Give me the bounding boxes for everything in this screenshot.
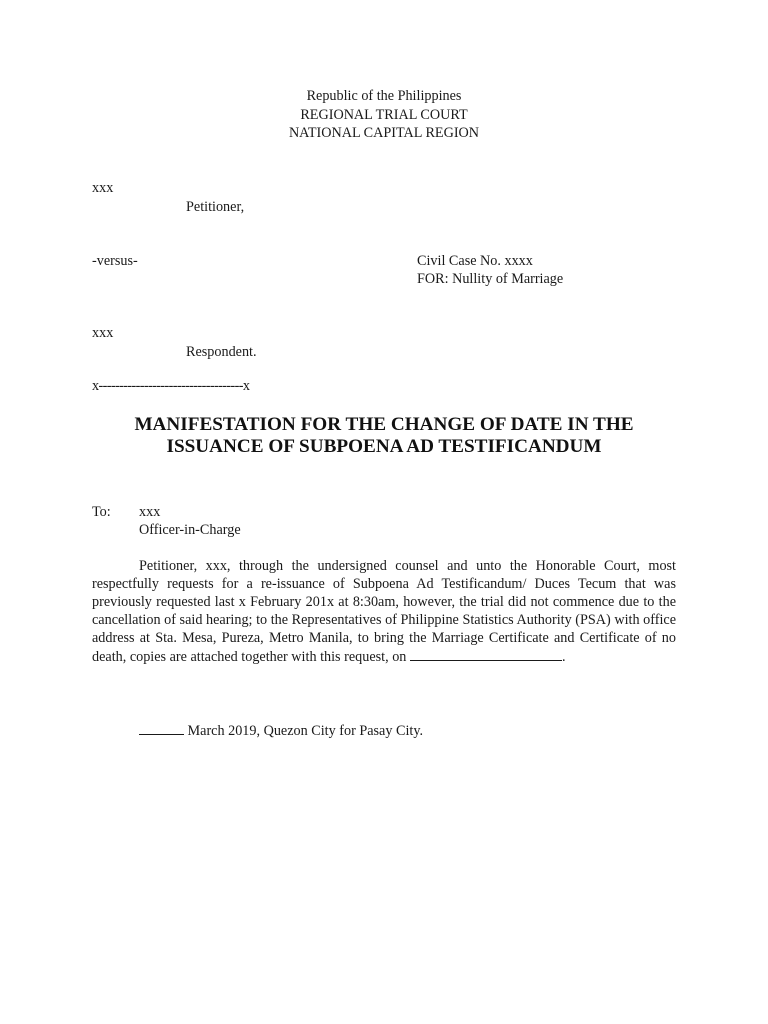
addressee-position: Officer-in-Charge — [139, 522, 241, 538]
body-end: . — [561, 649, 566, 666]
case-number: Civil Case No. xxxx — [417, 253, 533, 269]
court-header — [0, 87, 768, 143]
petitioner-label: Petitioner, — [186, 199, 245, 215]
header-republic: Republic of the Philippines — [306, 88, 462, 104]
header-region: NATIONAL CAPITAL REGION — [288, 125, 480, 141]
addressee-name: xxx — [139, 504, 161, 520]
case-nature: FOR: Nullity of Marriage — [417, 271, 564, 287]
dateline-text: March 2019, Quezon City for Pasay City. — [187, 723, 424, 739]
document-title: MANIFESTATION FOR THE CHANGE OF DATE IN THE ISSUANCE OF SUBPOENA AD TESTIFICANDUM — [134, 414, 634, 457]
header-court: REGIONAL TRIAL COURT — [300, 106, 468, 123]
dateline — [139, 721, 423, 740]
body-paragraph — [92, 557, 676, 667]
respondent-name: xxx — [92, 325, 114, 341]
to-label: To: — [92, 504, 111, 520]
body-text: Petitioner, xxx, through the undersigned counsel and unto the Honorable Court, most respectfully requests for a re-issuance of Subpoena Ad Testificandum/ Duces Tecum that was previously requested last x February 201x at 8:30am, however, the trial did not commence due to the cancellation of said hearing; to the Representatives of Philippine Statistics Authority (PSA) with office address at Sta. Mesa, Pureza, Metro Manila, to bring the Marriage Certificate and Certificate of no death, copies are attached together with this request, on — [92, 558, 676, 666]
respondent-label: Respondent. — [186, 344, 257, 360]
day-blank — [139, 721, 184, 735]
versus-label: -versus- — [92, 253, 138, 269]
caption-separator: x-----------------------------------x — [92, 378, 250, 394]
date-blank — [410, 647, 562, 661]
petitioner-name: xxx — [92, 180, 114, 196]
